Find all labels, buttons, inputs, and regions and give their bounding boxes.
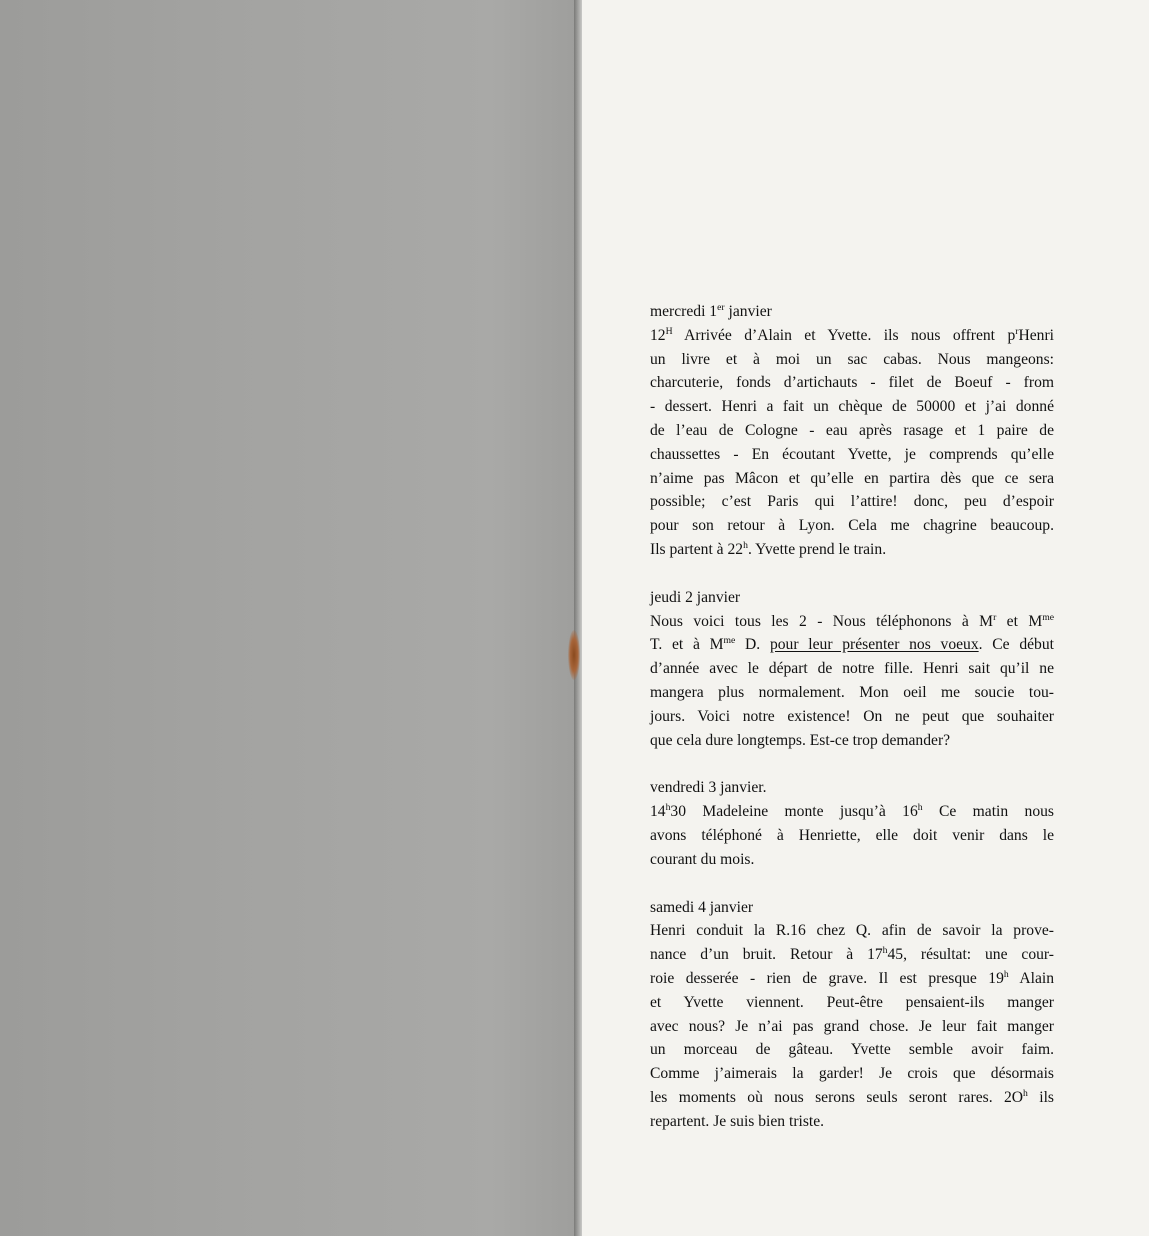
text-line: n’aime pas Mâcon et qu’elle en partira dès que ce sera <box>650 469 1054 487</box>
text-line: et Yvette viennent. Peut-être pensaient-ils manger <box>650 993 1054 1011</box>
text-line: nance d’un bruit. Retour à 17$^h$45, résultat: une cour- <box>650 944 1054 964</box>
entry-date: vendredi 3 janvier. <box>650 779 767 797</box>
diary-entry <box>650 776 1054 871</box>
book-spine <box>574 0 582 1236</box>
text-line: chaussettes - En écoutant Yvette, je comprends qu’elle <box>650 445 1054 463</box>
text-line: un livre et à moi un sac cabas. Nous mangeons: <box>650 350 1054 368</box>
entry-date: jeudi 2 janvier <box>650 588 741 606</box>
entry-date: samedi 4 janvier <box>650 898 754 916</box>
text-line: les moments où nous serons seuls seront rares. $2O^h$ ils <box>650 1087 1054 1106</box>
diary-entry <box>650 896 1054 1134</box>
rust-stain <box>568 630 580 680</box>
text-line: jours. Voici notre existence! On ne peut que souhaiter <box>650 707 1054 725</box>
text-line: $12^H$ Arrivée d’Alain et Yvette. ils nous offrent $p^rHenri$ <box>650 325 1054 344</box>
text-line: roie desserée - rien de grave. Il est presque 19$^h$ Alain <box>650 968 1054 987</box>
diary-text <box>650 300 1054 1158</box>
text-line: 14$^h$30 Madeleine monte jusqu’à 16$^h$ Ce matin nous <box>650 801 1054 821</box>
text-line: d’année avec le départ de notre fille. Henri sait qu’il ne <box>650 660 1054 678</box>
diary-entry <box>650 586 1054 753</box>
text-line: courant du mois. <box>650 850 755 868</box>
text-line: que cela dure longtemps. Est-ce trop demander? <box>650 731 951 749</box>
text-line: Ils partent à 22$^h$. Yvette prend le train. <box>650 539 887 558</box>
text-line: avons téléphoné à Henriette, elle doit venir dans le <box>650 826 1054 844</box>
diary-entry <box>650 300 1054 562</box>
text-line: un morceau de gâteau. Yvette semble avoir faim. <box>650 1041 1054 1059</box>
text-line: - dessert. Henri a fait un chèque de 50000 et j’ai donné <box>650 398 1054 416</box>
text-line: possible; c’est Paris qui l’attire! donc, peu d’espoir <box>650 493 1054 511</box>
text-line: de l’eau de Cologne - eau après rasage et 1 paire de <box>650 421 1054 439</box>
text-line: Henri conduit la R.16 chez Q. afin de savoir la prove- <box>650 922 1054 940</box>
text-line: pour son retour à Lyon. Cela me chagrine beaucoup. <box>650 517 1054 535</box>
text-line: Comme j’aimerais la garder! Je crois que désormais <box>650 1065 1054 1083</box>
text-line: charcuterie, fonds d’artichauts - filet de Boeuf - from <box>650 374 1054 392</box>
text-line: repartent. Je suis bien triste. <box>650 1112 825 1130</box>
text-line: Nous voici tous les 2 - Nous téléphonons à $M^r$ et $M^{me}$ <box>650 611 1054 630</box>
text-line: avec nous? Je n’ai pas grand chose. Je leur fait manger <box>650 1017 1054 1035</box>
text-line: T. et à $M^{me}$ D. pour leur présenter nos voeux. Ce début <box>650 635 1054 654</box>
text-line: mangera plus normalement. Mon oeil me soucie tou- <box>650 683 1054 701</box>
entry-date: mercredi 1er janvier <box>650 301 772 320</box>
